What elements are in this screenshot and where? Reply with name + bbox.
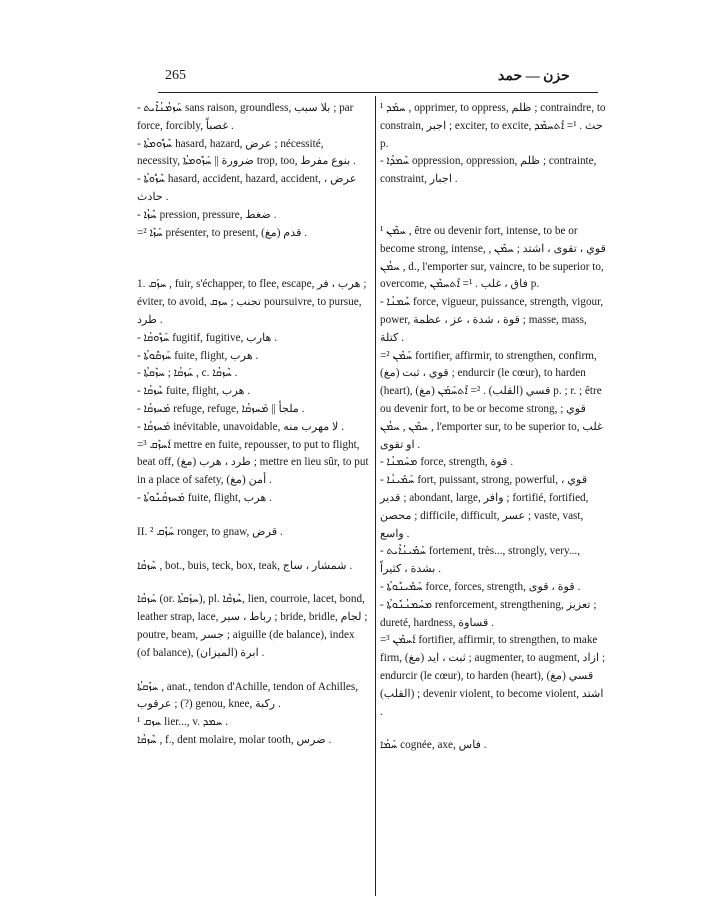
page-number: 265 [165,68,186,83]
dictionary-entry: - ܚܶܡܢܳܐ force, vigueur, puissance, strength, vigour, power, قوة ، شدة ، عز ، عظمة ; masse, mass, كتلة . [380,296,604,344]
dictionary-entry: - ܚܶܙܳܐ pression, pressure, ضغط . [137,208,277,221]
dictionary-entry: - ܚܶܙܽܘܡܬܳܐ hasard, hazard, عرض ; nécessité, necessity, ضرورة || ܚܰܙܽܘܡܬܳܐ trop, too, بنوع مفرط . [137,137,356,168]
dictionary-entry: 1. ܚܙܰܩ , fuir, s'échapper, to flee, escape, هرب ، فر ; éviter, to avoid, تجنب ; ܚܙܩ poursuivre, to pursue, طرد . [137,278,367,326]
dictionary-entry: ܚܶܙܩܳܐ , bot., buis, teck, box, teak, شمشار ، ساج . [137,559,353,572]
dictionary-entry: ¹ ܚܡܶܢ , être ou devenir fort, intense, to be or become strong, intense, قوي ، تقوى ، اشتد ; ܚܡܶܢ , ܚܡܳܢ , d., l'emporter sur, vaincre, to be superior to, overcome, فاق ، غلب . ¹= ܐܶܬܚܡܶܢ p. [380,224,606,291]
dictionary-entry: =² ܚܰܙܶܐ présenter, to present, (مغ) قدم . [137,226,308,239]
dictionary-entry: - ܚܰܙܽܘܩܳܐ fugitif, fugitive, هارب . [137,331,278,344]
dictionary-entry: ¹ ܚܡܰܕ , opprimer, to oppress, ظلم ; contraindre, to constrain, اجبر ; exciter, to excite, حث . ¹= ܐܶܬܚܡܶܕ p. [380,102,606,150]
dictionary-entry: - ܡܚܰܡܢܳܢܽܘܬܳܐ renforcement, strengthening, تعزيز ; dureté, hardness, قساوة . [380,598,597,629]
dictionary-entry: - ܚܰܡܺܝܢܳܐ fort, puissant, strong, powerful, قوي ، قدير ; abondant, large, وافر ; fortifié, fortified, محصن ; difficile, difficult, عسر ; vaste, vast, واسع . [380,474,589,540]
left-column [137,100,369,750]
dictionary-entry: - ܚܰܡܺܝܢܽܘܬܳܐ force, forces, strength, قوة ، قوى . [380,580,581,593]
column-divider [375,96,376,896]
running-head: حزن — حمد [498,69,570,84]
dictionary-entry: - ܚܰܙܩܽܘܬܳܐ fuite, flight, هرب . [137,349,259,362]
dictionary-entry: - ܚܰܙܩܳܐ ; ܚܙܶܩܬܳܐ , c. ܚܶܙܩܳܐ . [137,367,238,380]
dictionary-entry: - ܡܰܚܙܩܳܐ inévitable, unavoidable, لا مهرب منه . [137,420,345,433]
dictionary-entry: - ܡܚܰܡܢܳܐ force, strength, قوة . [380,456,514,469]
dictionary-entry: - ܚܰܙܡܳܢܳܐܺܝܬ sans raison, groundless, بلا سبب ; par force, forcibly, غصباً . [137,102,354,132]
right-column [380,100,606,755]
dictionary-entry: - ܚܶܙܽܘܬܳܐ hasard, accident, hazard, accident, عرض ، حادث . [137,173,357,203]
dictionary-entry: - ܚܶܡܕܳܐ oppression, oppression, ظلم ; contrainte, constraint, اجبار . [380,155,597,186]
dictionary-entry: ܚܙܶܩܬܳܐ , anat., tendon d'Achille, tendon of Achilles, عرقوب ; (?) genou, knee, ركبة . [137,680,359,711]
page-header [0,68,714,92]
dictionary-entry: - ܚܰܡܺܝܢܳܐܺܝܬ fortement, très..., strongly, very..., بشدة ، كثيراً . [380,545,581,576]
dictionary-entry: - ܚܶܙܩܳܐ fuite, flight, هرب . [137,385,251,398]
dictionary-entry: =³ ܐܰܚܙܶܩ mettre en fuite, repousser, to put to flight, beat off, (مغ) طرد ، هرب ; mettre en lieu sûr, to put in a place of safety, (مغ) أمن . [137,438,369,487]
dictionary-entry: ܚܰܙܩܳܐ (or. ܚܙܰܩܬܳܐ), pl. ܚܶܙܩܶܐ, lien, courroie, lacet, bond, leather strap, lace, رباط ، سير ; bride, bridle, لجام ; poutre, beam, جسر ; aiguille (de balance), index (of balance), ابرة (الميزان) . [137,593,368,659]
header-rule [158,92,598,93]
dictionary-entry: ܚܙܩ ¹ lier..., v. ܚܡܕ . [137,716,228,729]
dictionary-entry: II. ² ܚܰܙܶܩ ronger, to gnaw, قرض . [137,525,283,538]
dictionary-entry: - ܡܰܚܙܩܳܢܽܘܬܳܐ fuite, flight, هرب . [137,491,272,504]
dictionary-entry: ܚܶܙܩܳܐ , f., dent molaire, molar tooth, ضرس . [137,733,332,746]
dictionary-entry: =² ܚܰܡܶܢ fortifier, affirmir, to strengthen, confirm, (مغ) قوي ، ثبت ; endurcir (le cœur), to harden (heart), (مغ) قسي (القلب) . ²= ܐܶܬܚܰܡܰܢ p. ; r. ; être ou devenir fort, to be or become strong, قوي ; ܚܡܶܢ , ܚܡܳܢ , l'emporter sur, to be superior to, غلب او تقوى . [380,349,603,451]
dictionary-entry: ܚܰܡܳܐ cognée, axe, فاس . [380,739,487,752]
dictionary-entry: - ܡܰܚܙܩܳܐ refuge, refuge, ملجأ || ܡܰܚܙܩܳܐ . [137,402,305,415]
dictionary-entry: =³ ܐܰܚܡܶܢ fortifier, affirmir, to strengthen, to make firm, (مغ) ثبت ، ايد ; augmenter, to augment, ازاد ; endurcir (le cœur), to harden (heart), (مغ) قسي (القلب) ; devenir violent, to become violent, اشتد . [380,634,606,718]
